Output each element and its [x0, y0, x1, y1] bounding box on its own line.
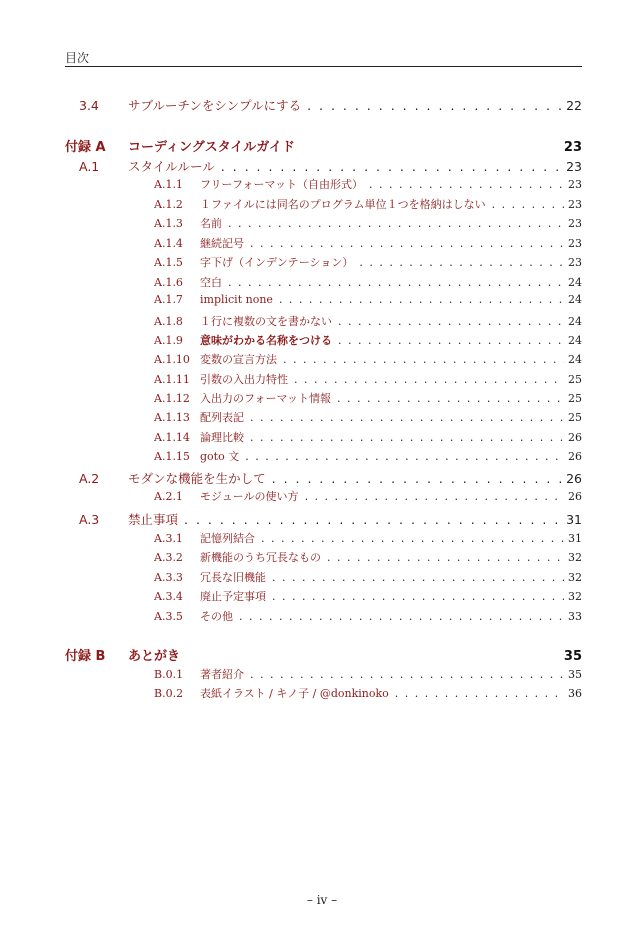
toc-entry-title: 入出力のフォーマット情報 [200, 392, 332, 405]
toc-entry-a.1.14[interactable] [154, 429, 582, 447]
dot-leader [369, 178, 564, 191]
dot-leader [279, 293, 564, 306]
toc-entry-number: A.1.4 [154, 237, 183, 250]
dot-leader [272, 590, 564, 603]
toc-entry-page: 26 [568, 431, 582, 444]
toc-entry-number: A.1.3 [154, 217, 183, 230]
toc-entry-title: 意味がわかる名称をつける [200, 334, 332, 347]
toc-entry-a.1.12[interactable] [154, 390, 582, 408]
toc-entry-number: A.1 [79, 159, 100, 174]
toc-entry-a.3.1[interactable] [154, 530, 582, 548]
toc-entry-title: 禁止事項 [128, 512, 179, 527]
toc-entry-a.1.2[interactable] [154, 196, 582, 214]
toc-entry-title: 字下げ（インデンテーション） [200, 256, 354, 269]
toc-entry-page: 32 [568, 590, 582, 603]
toc-entry-a.1.1[interactable] [154, 176, 582, 194]
toc-entry-a.1.6[interactable] [154, 274, 582, 292]
toc-entry-number: 付録 B [65, 649, 106, 663]
toc-entry-number: A.3.5 [154, 610, 183, 623]
toc-entry-page: 35 [568, 668, 582, 681]
dot-leader [305, 490, 564, 503]
toc-entry-title: モジュールの使い方 [200, 490, 299, 503]
toc-entry-title: １行に複数の文を書かない [200, 315, 332, 328]
toc-entry-number: A.1.14 [154, 431, 190, 444]
dot-leader [307, 98, 562, 113]
toc-entry-page: 23 [563, 140, 582, 154]
toc-entry-a.1.11[interactable] [154, 371, 582, 389]
toc-entry-a.3.4[interactable] [154, 588, 582, 606]
toc-entry-page: 24 [568, 276, 582, 289]
toc-entry-title: 論理比較 [200, 431, 244, 444]
toc-entry-page: 23 [568, 256, 582, 269]
dot-leader [250, 237, 564, 250]
toc-entry-number: B.0.2 [154, 687, 184, 700]
toc-entry-title: １ファイルには同名のプログラム単位１つを格納はしない [200, 198, 486, 211]
toc-entry-title: goto 文 [200, 450, 240, 463]
toc-entry-title: 配列表記 [200, 411, 244, 424]
toc-entry-a.1.10[interactable] [154, 351, 582, 369]
toc-entry-number: B.0.1 [154, 668, 184, 681]
toc-entry-page: 25 [568, 411, 582, 424]
dot-leader [492, 198, 564, 211]
toc-entry-number: A.3.2 [154, 551, 183, 564]
toc-entry-3.4[interactable] [79, 96, 582, 114]
toc-entry-title: コーディングスタイルガイド [128, 140, 295, 154]
toc-entry-title: 表紙イラスト / キノ子 / @donkinoko [200, 687, 389, 700]
toc-entry-付録-b[interactable] [65, 645, 582, 663]
toc-entry-page: 24 [568, 353, 582, 366]
dot-leader [283, 353, 564, 366]
toc-entry-page: 25 [568, 373, 582, 386]
toc-entry-title: その他 [200, 610, 233, 623]
dot-leader [250, 668, 564, 681]
toc-entry-title: 引数の入出力特性 [200, 373, 288, 386]
toc-entry-number: A.2.1 [154, 490, 183, 503]
toc-entry-number: A.1.5 [154, 256, 183, 269]
toc-entry-a.1.4[interactable] [154, 235, 582, 253]
dot-leader [294, 373, 564, 386]
toc-entry-a.1.7[interactable] [154, 293, 582, 311]
toc-entry-title: 空白 [200, 276, 222, 289]
toc-entry-page: 23 [568, 178, 582, 191]
toc-entry-page: 33 [568, 610, 582, 623]
dot-leader [228, 217, 564, 230]
toc-entry-number: A.1.2 [154, 198, 183, 211]
toc-entry-page: 32 [568, 571, 582, 584]
toc-entry-page: 26 [568, 450, 582, 463]
toc-entry-number: A.3.4 [154, 590, 183, 603]
toc-entry-title: 記憶列結合 [200, 532, 255, 545]
toc-entry-number: A.3.1 [154, 532, 183, 545]
dot-leader [261, 532, 564, 545]
toc-entry-title: 廃止予定事項 [200, 590, 266, 603]
toc-entry-a.1.13[interactable] [154, 409, 582, 427]
toc-entry-page: 24 [568, 315, 582, 328]
toc-entry-number: A.1.10 [154, 353, 190, 366]
toc-entry-page: 24 [568, 293, 582, 306]
toc-entry-number: A.2 [79, 471, 100, 486]
toc-entry-number: A.1.1 [154, 178, 183, 191]
toc-entry-page: 23 [568, 237, 582, 250]
dot-leader [337, 392, 564, 405]
toc-entry-title: モダンな機能を生かして [128, 471, 266, 486]
header-title: 目次 [65, 51, 90, 65]
toc-entry-number: A.1.12 [154, 392, 190, 405]
toc-entry-title: 継続記号 [200, 237, 244, 250]
page-number: – iv – [306, 893, 338, 907]
toc-entry-page: 24 [568, 334, 582, 347]
toc-entry-page: 22 [566, 98, 582, 113]
dot-leader [338, 334, 564, 347]
dot-leader [184, 512, 562, 527]
toc-entry-page: 23 [566, 159, 582, 174]
toc-entry-number: A.1.11 [154, 373, 190, 386]
toc-entry-a.3[interactable] [79, 510, 582, 528]
toc-entry-title: スタイルルール [128, 159, 215, 174]
toc-entry-a.3.3[interactable] [154, 569, 582, 587]
toc-entry-page: 26 [566, 471, 582, 486]
toc-entry-number: A.1.15 [154, 450, 190, 463]
toc-entry-number: A.1.8 [154, 315, 183, 328]
toc-entry-number: 3.4 [79, 98, 99, 113]
toc-entry-title: 新機能のうち冗長なもの [200, 551, 321, 564]
toc-entry-a.1[interactable] [79, 157, 582, 175]
toc-entry-page: 23 [568, 217, 582, 230]
toc-entry-b.0.2[interactable] [154, 685, 582, 703]
toc-entry-number: A.3.3 [154, 571, 183, 584]
toc-entry-number: A.1.6 [154, 276, 183, 289]
toc-entry-number: A.3 [79, 512, 100, 527]
toc-entry-page: 32 [568, 551, 582, 564]
toc-entry-a.1.8[interactable] [154, 313, 582, 331]
toc-entry-page: 36 [568, 687, 582, 700]
dot-leader [250, 411, 564, 424]
dot-leader [395, 687, 564, 700]
dot-leader [272, 471, 562, 486]
toc-entry-page: 31 [568, 532, 582, 545]
toc-entry-page: 26 [568, 490, 582, 503]
toc-entry-a.1.15[interactable] [154, 448, 582, 466]
dot-leader [327, 551, 564, 564]
running-header [65, 48, 582, 67]
toc-entry-title: サブルーチンをシンプルにする [128, 98, 302, 113]
toc-entry-page: 31 [566, 512, 582, 527]
toc-entry-a.1.5[interactable] [154, 254, 582, 272]
dot-leader [221, 159, 562, 174]
dot-leader [239, 610, 564, 623]
toc-entry-a.2[interactable] [79, 469, 582, 487]
toc-entry-a.1.3[interactable] [154, 215, 582, 233]
toc-entry-title: 著者紹介 [200, 668, 244, 681]
dot-leader [338, 315, 564, 328]
toc-entry-title: フリーフォーマット（自由形式） [200, 178, 364, 191]
dot-leader [250, 431, 564, 444]
toc-entry-a.3.2[interactable] [154, 549, 582, 567]
toc-entry-title: 冗長な旧機能 [200, 571, 266, 584]
dot-leader [272, 571, 564, 584]
dot-leader [228, 276, 564, 289]
toc-entry-付録-a[interactable] [65, 136, 582, 154]
toc-entry-number: A.1.13 [154, 411, 190, 424]
toc-entry-a.2.1[interactable] [154, 488, 582, 506]
dot-leader [359, 256, 564, 269]
dot-leader [245, 450, 564, 463]
toc-entry-page: 35 [563, 649, 582, 663]
toc-entry-a.3.5[interactable] [154, 608, 582, 626]
toc-entry-number: A.1.9 [154, 334, 183, 347]
toc-entry-title: 変数の宣言方法 [200, 353, 277, 366]
toc-entry-b.0.1[interactable] [154, 666, 582, 684]
toc-entry-title: 名前 [200, 217, 222, 230]
toc-entry-title: implicit none [200, 293, 273, 306]
toc-entry-a.1.9[interactable] [154, 332, 582, 350]
toc-entry-page: 25 [568, 392, 582, 405]
toc-entry-title: あとがき [128, 649, 181, 663]
toc-entry-page: 23 [568, 198, 582, 211]
toc-entry-number: A.1.7 [154, 293, 183, 306]
toc-entry-number: 付録 A [65, 140, 106, 154]
